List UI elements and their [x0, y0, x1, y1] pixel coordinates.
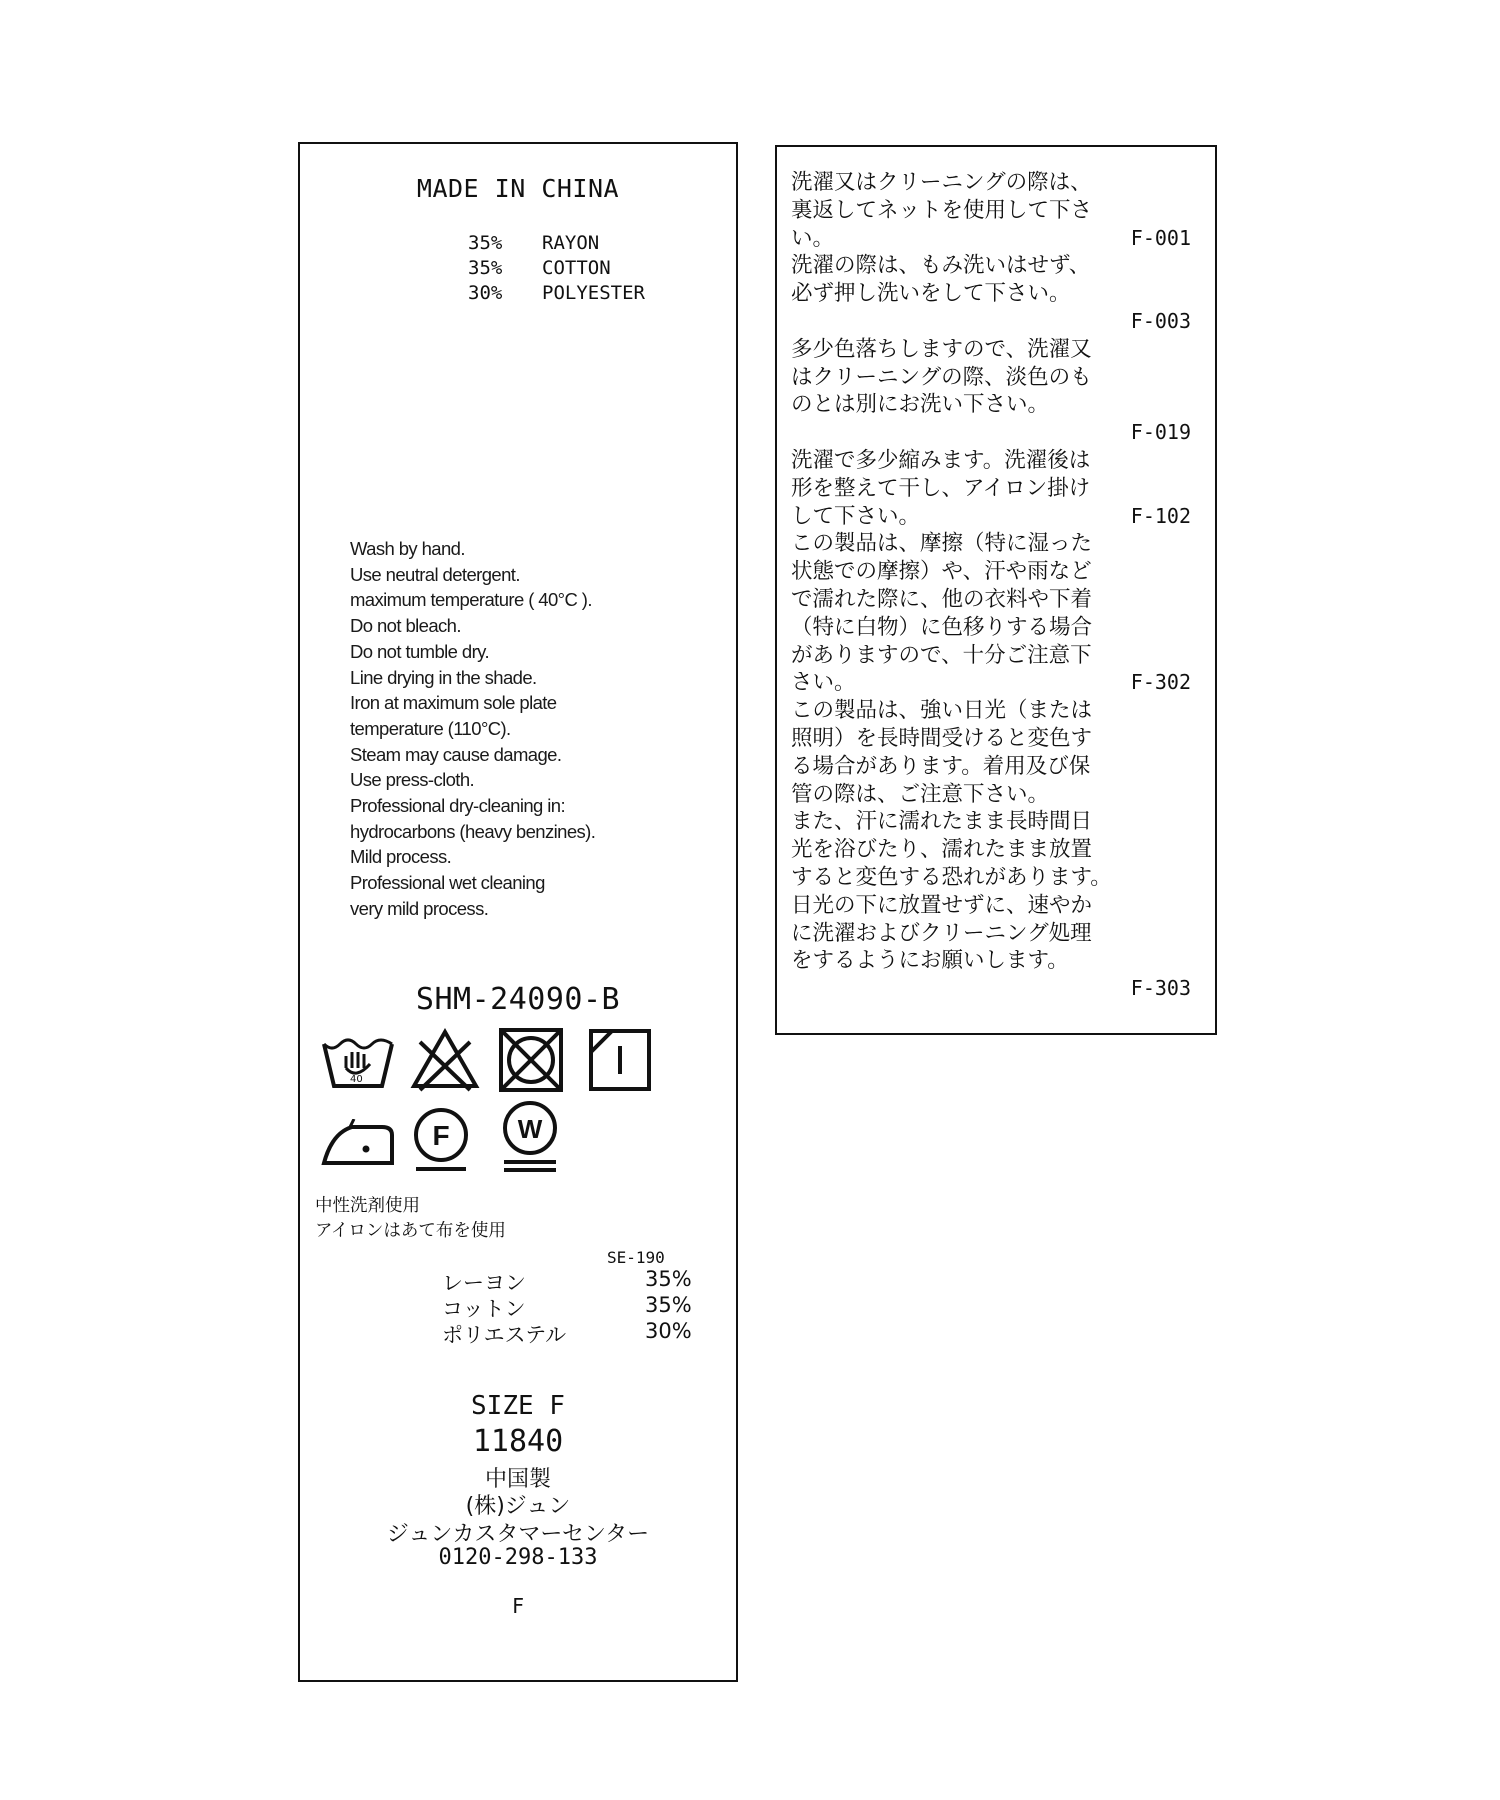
- care-line: Use neutral detergent.: [350, 563, 520, 585]
- caution-line-text: 洗濯で多少縮みます。洗濯後は: [791, 447, 1091, 473]
- fiber-percent-jp: 35%: [645, 1293, 692, 1317]
- fiber-percent: 35%: [468, 257, 503, 279]
- caution-line-text: さい。: [791, 670, 856, 696]
- caution-line: [791, 725, 1191, 753]
- phone-number: 0120-298-133: [438, 1545, 598, 1570]
- fiber-percent-jp: 35%: [645, 1267, 692, 1291]
- care-line: temperature (110°C).: [350, 717, 511, 739]
- no-tumble-dry-icon: [498, 1027, 564, 1093]
- caution-line: [791, 169, 1191, 197]
- caution-code: F-001: [1130, 225, 1191, 250]
- composition-row: [300, 282, 736, 307]
- care-instructions: [350, 536, 595, 922]
- fiber-name: RAYON: [542, 232, 600, 254]
- caution-line: [791, 475, 1191, 503]
- caution-line: [791, 252, 1191, 280]
- caution-line-text: 管の際は、ご注意下さい。: [791, 781, 1050, 807]
- care-line: Steam may cause damage.: [350, 743, 562, 765]
- care-line: Do not tumble dry.: [350, 640, 489, 662]
- caution-code: F-303: [1130, 976, 1191, 1001]
- composition-jp-row: [300, 1319, 736, 1346]
- caution-line-text: この製品は、摩擦（特に湿った: [791, 531, 1093, 557]
- fiber-percent: 30%: [468, 282, 503, 304]
- caution-line: [791, 364, 1191, 392]
- caution-line: [791, 586, 1191, 614]
- caution-line-text: 必ず押し洗いをして下さい。: [791, 281, 1071, 307]
- caution-line: [791, 808, 1191, 836]
- caution-line: [791, 308, 1191, 336]
- care-line: Wash by hand.: [350, 538, 465, 559]
- customer-center: ジュンカスタマーセンター: [386, 1522, 650, 1547]
- care-label-left: [298, 142, 738, 1682]
- caution-code: F-003: [1130, 308, 1191, 333]
- wash-temp-label: 40: [350, 1074, 363, 1085]
- line-dry-shade-icon: [588, 1028, 652, 1092]
- wet-clean-letter: W: [517, 1114, 543, 1144]
- care-line: maximum temperature ( 40°C ).: [350, 589, 592, 611]
- caution-line-text: （特に白物）に色移りする場合: [791, 614, 1093, 640]
- care-line: Iron at maximum sole plate: [350, 692, 557, 714]
- fiber-name: POLYESTER: [542, 282, 645, 304]
- caution-line: [791, 920, 1191, 948]
- caution-line-text: 裏返してネットを使用して下さ: [791, 197, 1093, 223]
- origin-en: MADE IN CHINA: [416, 174, 620, 203]
- caution-line-text: 日光の下に放置せずに、速やか: [791, 892, 1093, 918]
- wet-clean-w-very-mild-icon: [498, 1099, 562, 1175]
- fiber-name: COTTON: [542, 257, 611, 279]
- care-line: very mild process.: [350, 897, 489, 919]
- composition-jp-row: [300, 1293, 736, 1320]
- caution-line-text: い。: [791, 225, 835, 251]
- caution-line: [791, 225, 1191, 253]
- size-mark: F: [511, 1594, 525, 1618]
- caution-line: [791, 614, 1191, 642]
- caution-line: [791, 975, 1191, 1003]
- caution-line: [791, 336, 1191, 364]
- caution-line: [791, 947, 1191, 975]
- caution-line: [791, 781, 1191, 809]
- dry-clean-letter: F: [432, 1120, 450, 1151]
- composition-row: [300, 257, 736, 282]
- caution-line: [791, 669, 1191, 697]
- jp-note-iron: アイロンはあて布を使用: [315, 1221, 506, 1241]
- company-name: (株)ジュン: [465, 1494, 571, 1519]
- caution-line: [791, 503, 1191, 531]
- caution-line: [791, 642, 1191, 670]
- caution-line-text: 照明）を長時間受けると変色す: [791, 725, 1093, 751]
- caution-line: [791, 892, 1191, 920]
- caution-code: F-302: [1130, 670, 1191, 695]
- caution-text: [791, 169, 1191, 1003]
- caution-line-text: 洗濯の際は、もみ洗いはせず、: [791, 253, 1091, 279]
- caution-line: [791, 753, 1191, 781]
- caution-line-text: この製品は、強い日光（または: [791, 698, 1093, 724]
- jp-note-detergent: 中性洗剤使用: [315, 1196, 420, 1216]
- caution-line-text: 洗濯又はクリーニングの際は、: [791, 170, 1092, 195]
- caution-code: F-019: [1130, 420, 1191, 445]
- caution-line: [791, 530, 1191, 558]
- caution-line-text: のとは別にお洗い下さい。: [791, 392, 1050, 418]
- fiber-name-jp: レーヨン: [442, 1271, 526, 1295]
- size-label: SIZE F: [471, 1391, 565, 1421]
- iron-low-icon: [320, 1119, 396, 1169]
- caution-code: F-102: [1130, 503, 1191, 528]
- caution-line: [791, 419, 1191, 447]
- caution-line-text: で濡れた際に、他の衣料や下着: [791, 586, 1093, 612]
- hand-wash-40-icon: [320, 1034, 396, 1092]
- caution-line: [791, 836, 1191, 864]
- fiber-percent-jp: 30%: [645, 1319, 692, 1343]
- caution-line-text: をするようにお願いします。: [791, 948, 1069, 974]
- caution-line-text: に洗濯およびクリーニング処理: [791, 920, 1092, 946]
- origin-jp: 中国製: [484, 1467, 551, 1492]
- caution-line: [791, 391, 1191, 419]
- caution-line-text: また、汗に濡れたまま長時間日: [791, 809, 1093, 835]
- caution-line: [791, 697, 1191, 725]
- caution-line-text: がありますので、十分ご注意下: [791, 642, 1092, 668]
- care-line: Do not bleach.: [350, 615, 461, 637]
- caution-line: [791, 197, 1191, 225]
- product-code: SHM-24090-B: [415, 982, 621, 1017]
- care-line: hydrocarbons (heavy benzines).: [350, 820, 596, 842]
- caution-line-text: 光を浴びたり、濡れたまま放置: [791, 837, 1093, 863]
- caution-line-text: はクリーニングの際、淡色のも: [791, 364, 1092, 390]
- care-line: Mild process.: [350, 846, 452, 868]
- care-line: Use press-cloth.: [350, 769, 475, 791]
- no-bleach-icon: [410, 1028, 480, 1092]
- fiber-name-jp: ポリエステル: [442, 1323, 567, 1347]
- caution-line: [791, 447, 1191, 475]
- caution-line: [791, 280, 1191, 308]
- caution-line-text: 形を整えて干し、アイロン掛け: [791, 475, 1091, 501]
- caution-line: [791, 864, 1191, 892]
- fiber-percent: 35%: [468, 232, 503, 254]
- se-code: SE-190: [607, 1248, 665, 1267]
- caution-line-text: して下さい。: [791, 503, 921, 529]
- caution-line-text: 多少色落ちしますので、洗濯又: [791, 336, 1092, 362]
- composition-row: [300, 232, 736, 257]
- care-line: Professional wet cleaning: [350, 872, 545, 894]
- care-label-right: [775, 145, 1217, 1035]
- caution-line-text: すると変色する恐れがあります。: [791, 864, 1112, 890]
- dry-clean-f-mild-icon: [412, 1106, 470, 1174]
- fiber-name-jp: コットン: [442, 1297, 526, 1321]
- style-number: 11840: [472, 1424, 564, 1459]
- care-line: Line drying in the shade.: [350, 666, 537, 688]
- caution-line-text: る場合があります。着用及び保: [791, 753, 1091, 779]
- caution-line-text: 状態での摩擦）や、汗や雨など: [791, 559, 1092, 585]
- composition-jp-row: [300, 1267, 736, 1294]
- care-line: Professional dry-cleaning in:: [350, 795, 565, 817]
- caution-line: [791, 558, 1191, 586]
